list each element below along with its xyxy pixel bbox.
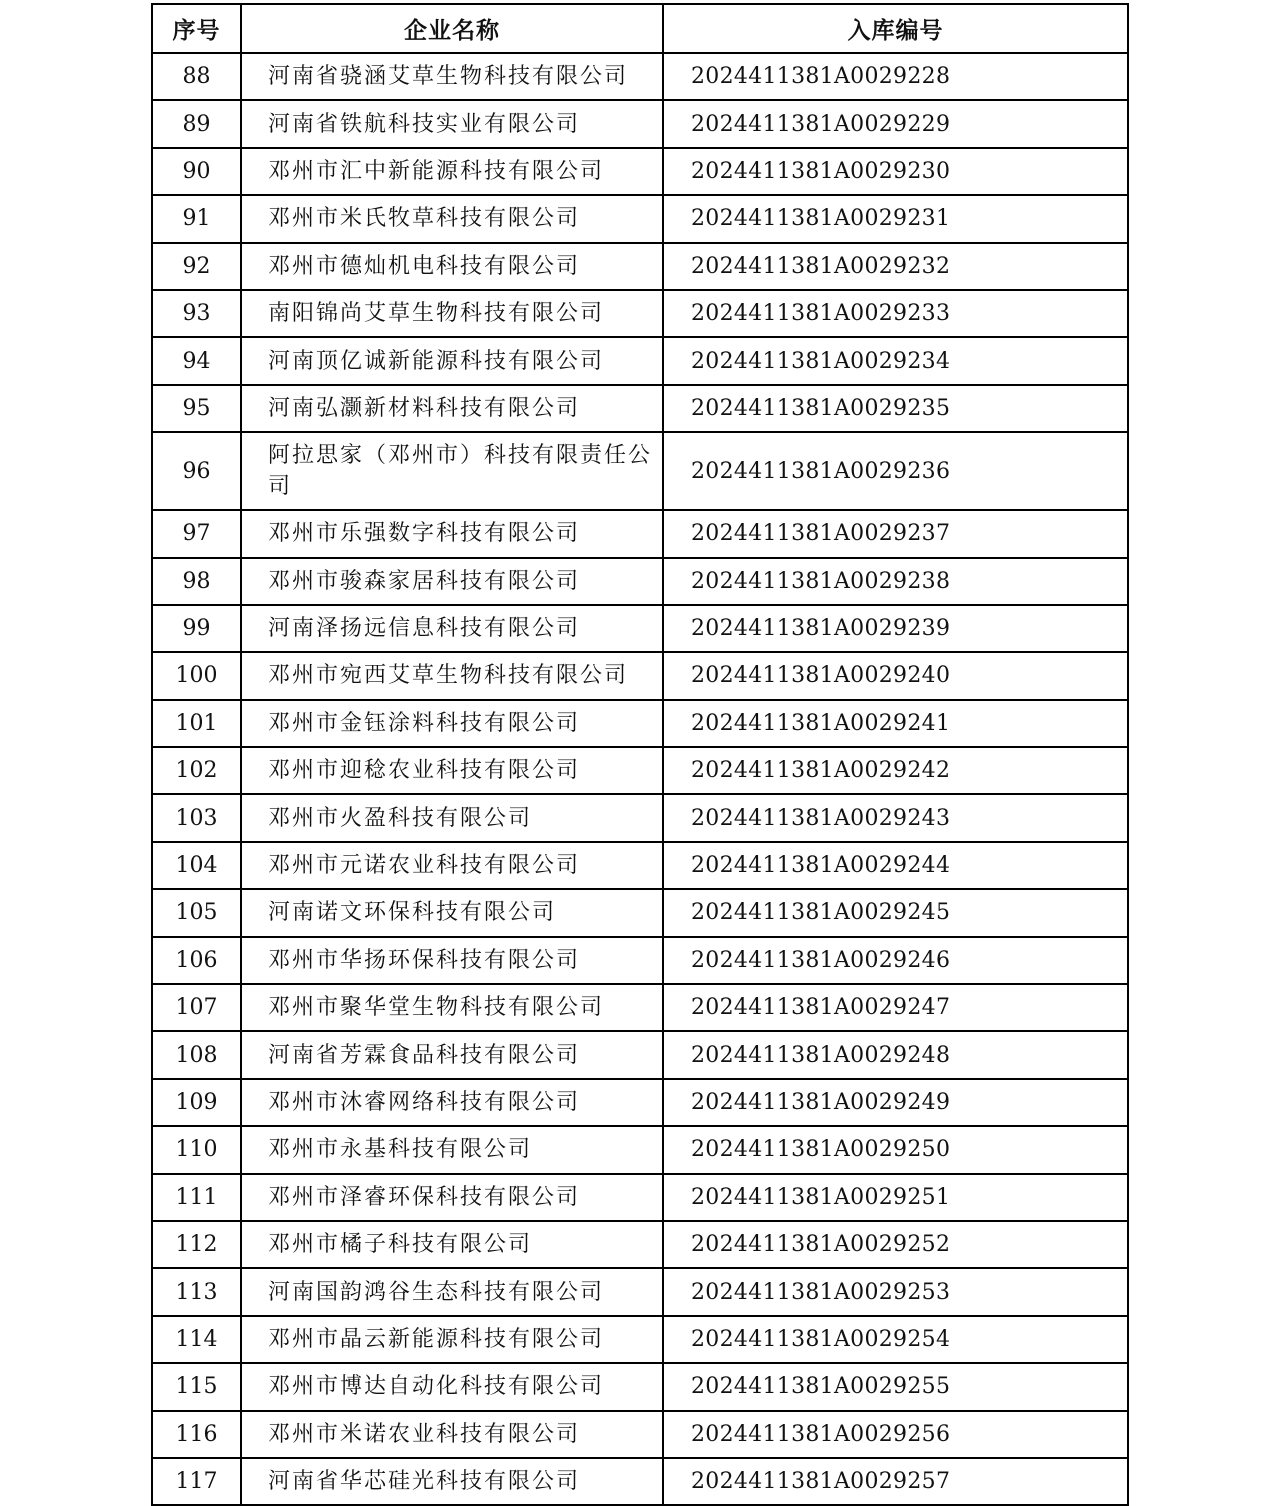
row-index: 105 <box>152 889 241 936</box>
enterprise-table <box>151 3 1129 1506</box>
table-row <box>152 243 1128 290</box>
row-company-name: 阿拉思家（邓州市）科技有限责任公司 <box>241 432 663 510</box>
table-row <box>152 984 1128 1031</box>
row-registration-number: 2024411381A0029243 <box>663 794 1128 841</box>
row-index: 95 <box>152 385 241 432</box>
table-row <box>152 747 1128 794</box>
row-index: 89 <box>152 100 241 147</box>
row-registration-number: 2024411381A0029257 <box>663 1458 1128 1505</box>
row-registration-number: 2024411381A0029246 <box>663 937 1128 984</box>
row-company-name: 邓州市华扬环保科技有限公司 <box>241 937 663 984</box>
row-registration-number: 2024411381A0029255 <box>663 1363 1128 1410</box>
row-registration-number: 2024411381A0029228 <box>663 53 1128 100</box>
row-company-name: 河南顶亿诚新能源科技有限公司 <box>241 337 663 384</box>
row-company-name: 邓州市晶云新能源科技有限公司 <box>241 1316 663 1363</box>
row-registration-number: 2024411381A0029249 <box>663 1079 1128 1126</box>
row-registration-number: 2024411381A0029256 <box>663 1411 1128 1458</box>
row-index: 110 <box>152 1126 241 1173</box>
table-row <box>152 1363 1128 1410</box>
row-registration-number: 2024411381A0029244 <box>663 842 1128 889</box>
row-index: 100 <box>152 652 241 699</box>
row-registration-number: 2024411381A0029236 <box>663 432 1128 510</box>
row-index: 117 <box>152 1458 241 1505</box>
row-company-name: 邓州市沐睿网络科技有限公司 <box>241 1079 663 1126</box>
table-row <box>152 432 1128 510</box>
table-row <box>152 195 1128 242</box>
row-index: 108 <box>152 1031 241 1078</box>
table-row <box>152 1458 1128 1505</box>
row-index: 103 <box>152 794 241 841</box>
table-row <box>152 290 1128 337</box>
table-row <box>152 1268 1128 1315</box>
row-company-name: 邓州市博达自动化科技有限公司 <box>241 1363 663 1410</box>
row-registration-number: 2024411381A0029241 <box>663 700 1128 747</box>
row-registration-number: 2024411381A0029240 <box>663 652 1128 699</box>
row-registration-number: 2024411381A0029233 <box>663 290 1128 337</box>
row-index: 99 <box>152 605 241 652</box>
row-index: 113 <box>152 1268 241 1315</box>
table-row <box>152 842 1128 889</box>
row-company-name: 邓州市泽睿环保科技有限公司 <box>241 1174 663 1221</box>
table-row <box>152 1221 1128 1268</box>
table-row <box>152 700 1128 747</box>
table-row <box>152 1174 1128 1221</box>
row-company-name: 邓州市德灿机电科技有限公司 <box>241 243 663 290</box>
row-index: 90 <box>152 148 241 195</box>
table-row <box>152 1316 1128 1363</box>
table-row <box>152 100 1128 147</box>
row-registration-number: 2024411381A0029250 <box>663 1126 1128 1173</box>
row-company-name: 河南省芳霖食品科技有限公司 <box>241 1031 663 1078</box>
table-row <box>152 1411 1128 1458</box>
row-registration-number: 2024411381A0029254 <box>663 1316 1128 1363</box>
row-registration-number: 2024411381A0029231 <box>663 195 1128 242</box>
table-row <box>152 1126 1128 1173</box>
row-company-name: 邓州市骏森家居科技有限公司 <box>241 558 663 605</box>
row-index: 97 <box>152 510 241 557</box>
row-index: 112 <box>152 1221 241 1268</box>
table-header-row <box>152 4 1128 53</box>
header-company-name: 企业名称 <box>241 4 663 53</box>
row-index: 91 <box>152 195 241 242</box>
row-company-name: 邓州市米诺农业科技有限公司 <box>241 1411 663 1458</box>
table-row <box>152 1031 1128 1078</box>
row-company-name: 邓州市火盈科技有限公司 <box>241 794 663 841</box>
enterprise-table-container <box>151 3 1127 1506</box>
row-company-name: 河南泽扬远信息科技有限公司 <box>241 605 663 652</box>
row-company-name: 南阳锦尚艾草生物科技有限公司 <box>241 290 663 337</box>
table-row <box>152 510 1128 557</box>
table-body <box>152 53 1128 1505</box>
row-company-name: 河南省华芯硅光科技有限公司 <box>241 1458 663 1505</box>
table-row <box>152 385 1128 432</box>
header-registration-number: 入库编号 <box>663 4 1128 53</box>
table-row <box>152 652 1128 699</box>
row-company-name: 邓州市聚华堂生物科技有限公司 <box>241 984 663 1031</box>
row-company-name: 邓州市迎稔农业科技有限公司 <box>241 747 663 794</box>
row-index: 101 <box>152 700 241 747</box>
row-registration-number: 2024411381A0029230 <box>663 148 1128 195</box>
row-company-name: 邓州市元诺农业科技有限公司 <box>241 842 663 889</box>
row-company-name: 邓州市永基科技有限公司 <box>241 1126 663 1173</box>
row-company-name: 邓州市汇中新能源科技有限公司 <box>241 148 663 195</box>
row-index: 93 <box>152 290 241 337</box>
table-row <box>152 558 1128 605</box>
row-company-name: 河南国韵鸿谷生态科技有限公司 <box>241 1268 663 1315</box>
table-row <box>152 889 1128 936</box>
row-company-name: 邓州市金钰涂料科技有限公司 <box>241 700 663 747</box>
table-row <box>152 148 1128 195</box>
row-company-name: 邓州市乐强数字科技有限公司 <box>241 510 663 557</box>
table-row <box>152 53 1128 100</box>
row-registration-number: 2024411381A0029235 <box>663 385 1128 432</box>
row-index: 111 <box>152 1174 241 1221</box>
row-company-name: 河南省铁航科技实业有限公司 <box>241 100 663 147</box>
row-index: 96 <box>152 432 241 510</box>
row-registration-number: 2024411381A0029248 <box>663 1031 1128 1078</box>
row-registration-number: 2024411381A0029242 <box>663 747 1128 794</box>
table-row <box>152 337 1128 384</box>
row-index: 115 <box>152 1363 241 1410</box>
row-index: 109 <box>152 1079 241 1126</box>
row-company-name: 河南弘灏新材料科技有限公司 <box>241 385 663 432</box>
row-registration-number: 2024411381A0029253 <box>663 1268 1128 1315</box>
row-company-name: 河南诺文环保科技有限公司 <box>241 889 663 936</box>
row-registration-number: 2024411381A0029252 <box>663 1221 1128 1268</box>
row-index: 92 <box>152 243 241 290</box>
row-registration-number: 2024411381A0029234 <box>663 337 1128 384</box>
row-company-name: 邓州市宛西艾草生物科技有限公司 <box>241 652 663 699</box>
row-company-name: 邓州市橘子科技有限公司 <box>241 1221 663 1268</box>
row-index: 106 <box>152 937 241 984</box>
table-row <box>152 794 1128 841</box>
table-row <box>152 1079 1128 1126</box>
table-row <box>152 937 1128 984</box>
row-index: 94 <box>152 337 241 384</box>
row-registration-number: 2024411381A0029229 <box>663 100 1128 147</box>
row-index: 107 <box>152 984 241 1031</box>
row-registration-number: 2024411381A0029232 <box>663 243 1128 290</box>
table-row <box>152 605 1128 652</box>
row-index: 102 <box>152 747 241 794</box>
row-index: 88 <box>152 53 241 100</box>
row-company-name: 邓州市米氏牧草科技有限公司 <box>241 195 663 242</box>
row-index: 104 <box>152 842 241 889</box>
row-registration-number: 2024411381A0029237 <box>663 510 1128 557</box>
row-index: 98 <box>152 558 241 605</box>
row-registration-number: 2024411381A0029247 <box>663 984 1128 1031</box>
header-index: 序号 <box>152 4 241 53</box>
row-index: 116 <box>152 1411 241 1458</box>
row-company-name: 河南省骁涵艾草生物科技有限公司 <box>241 53 663 100</box>
row-registration-number: 2024411381A0029251 <box>663 1174 1128 1221</box>
row-registration-number: 2024411381A0029239 <box>663 605 1128 652</box>
row-registration-number: 2024411381A0029245 <box>663 889 1128 936</box>
row-index: 114 <box>152 1316 241 1363</box>
row-registration-number: 2024411381A0029238 <box>663 558 1128 605</box>
